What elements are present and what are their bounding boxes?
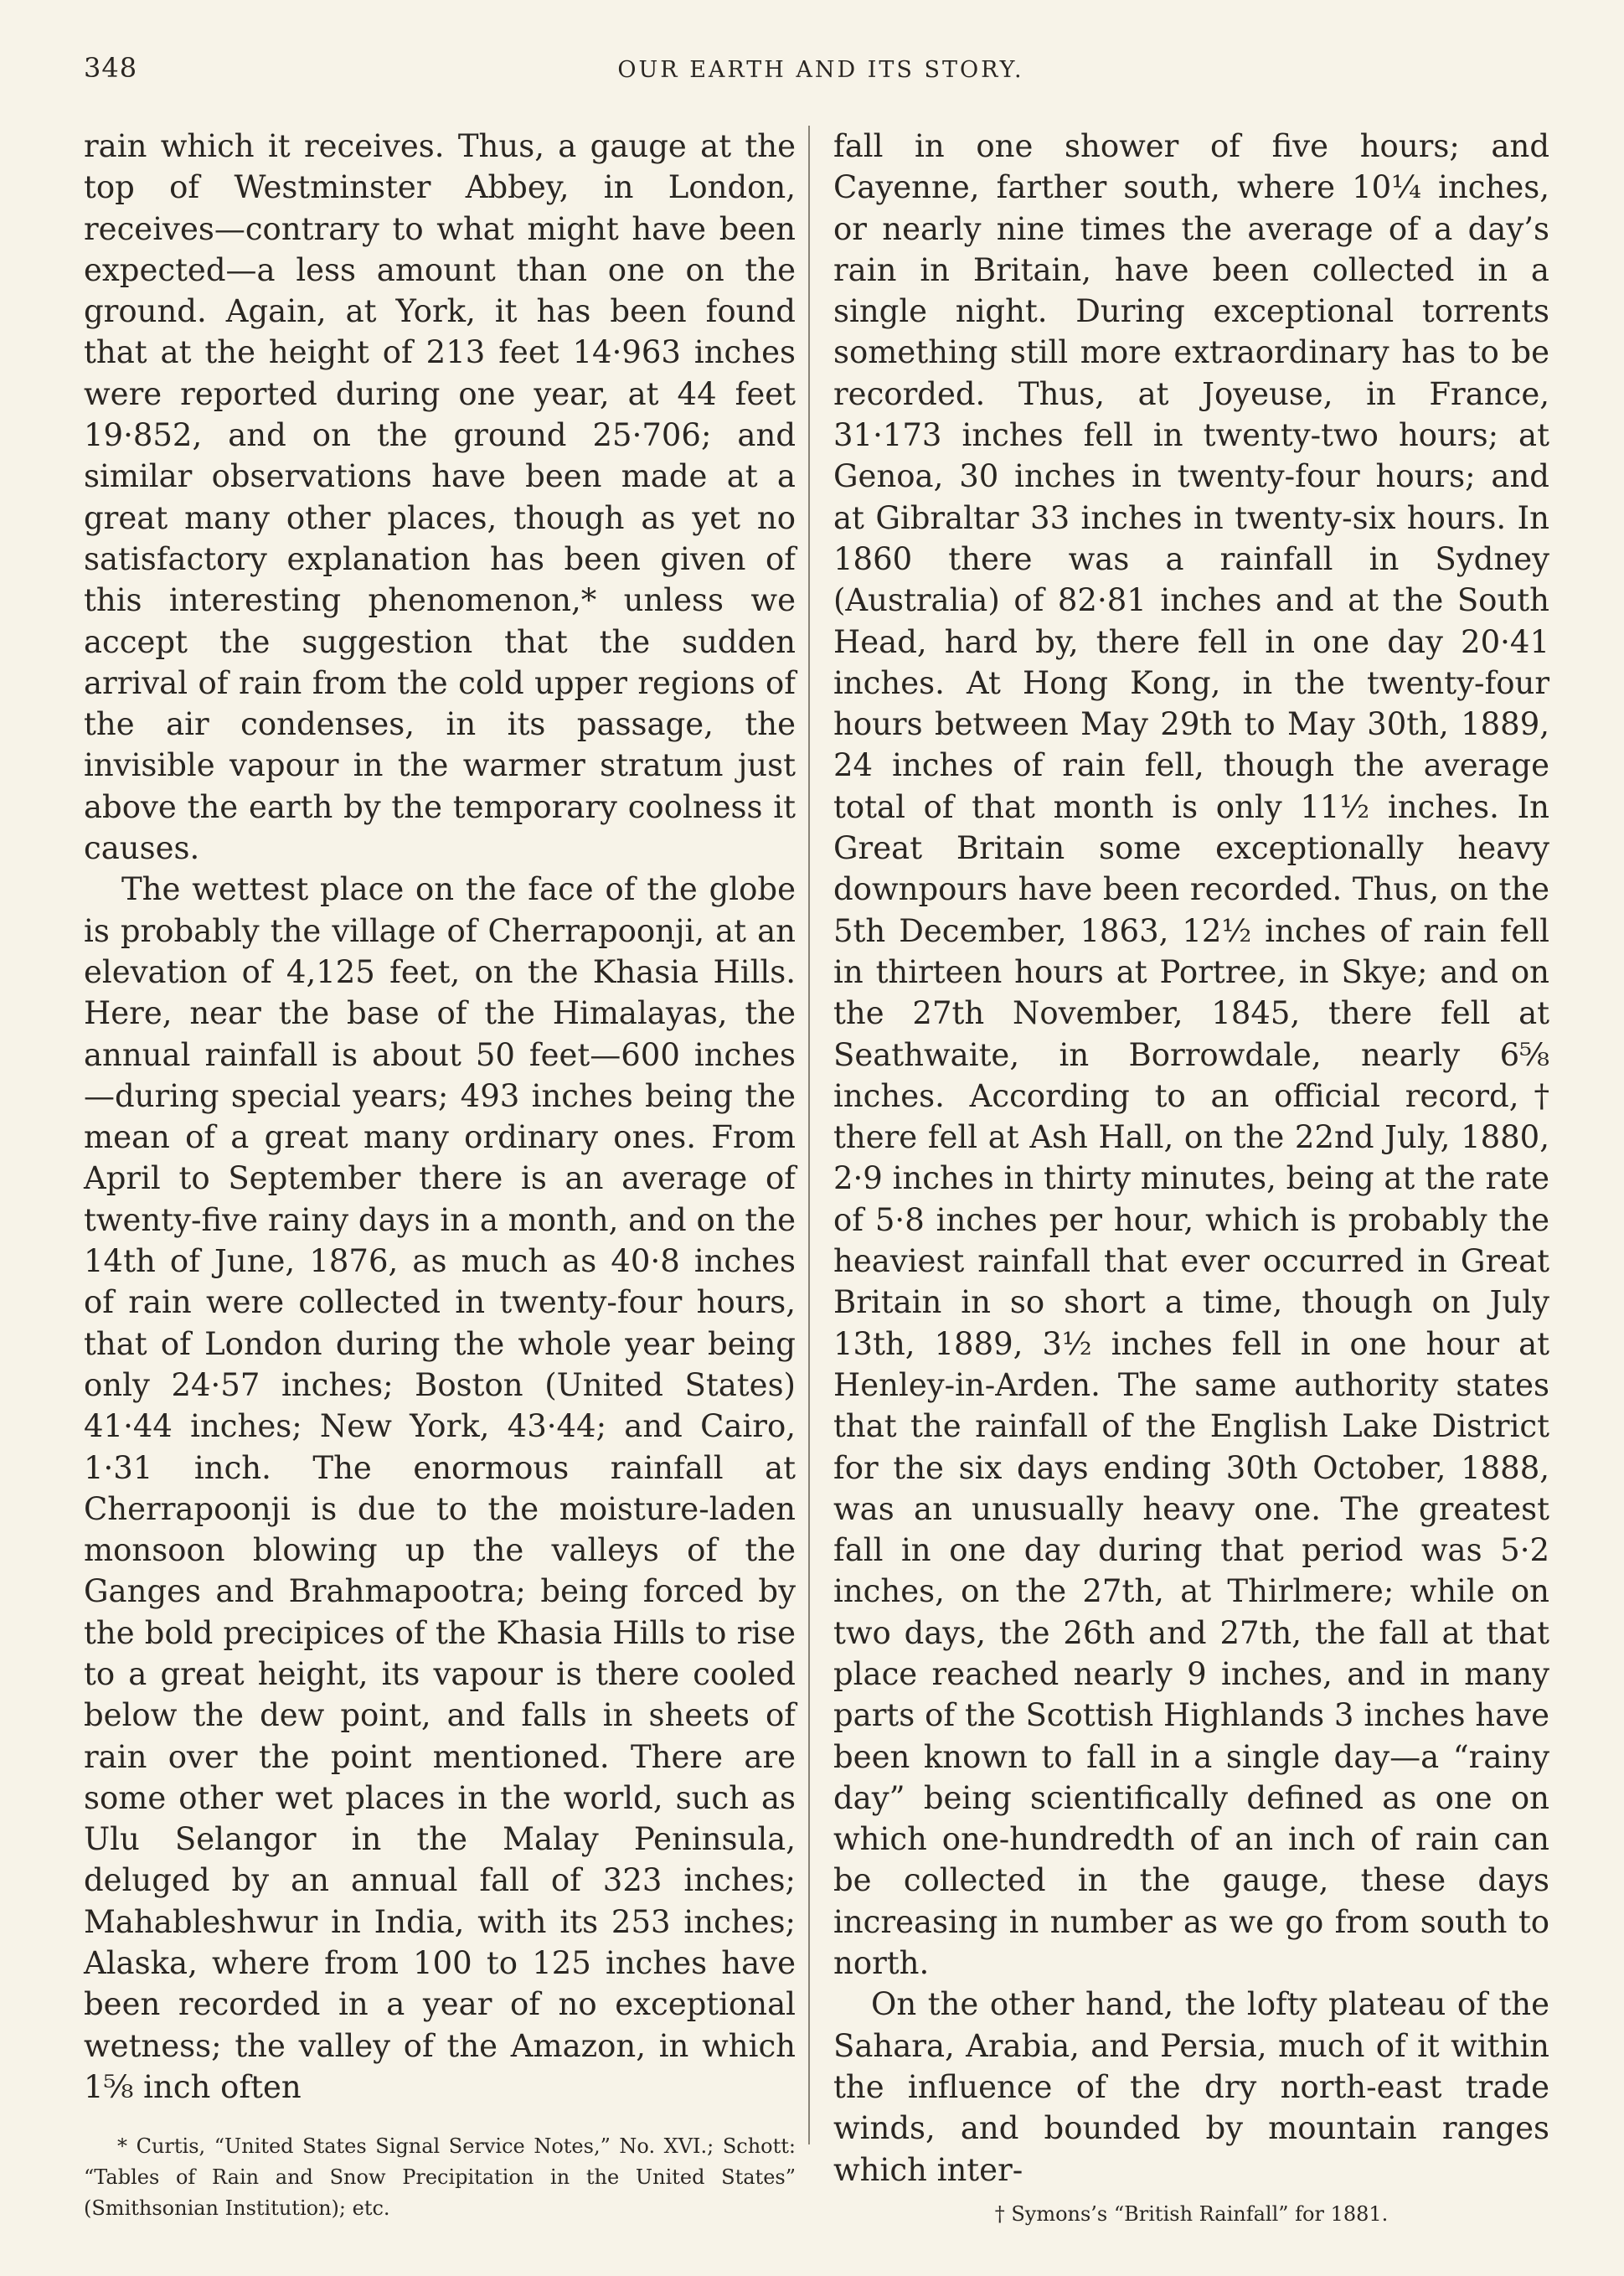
column-divider xyxy=(808,126,810,2144)
right-column xyxy=(833,126,1549,2230)
right-paragraph-1: fall in one shower of five hours; and Cayenne, farther south, where 10¼ inches, or nearly nine times the average of a day’s rain in Britain, have been collected in a single night. During exceptional torrents something still more extraordinary has to be recorded. Thus, at Joyeuse, in France, 31·173 inches fell in twenty-two hours; at Genoa, 30 inches in twenty-four hours; and at Gibraltar 33 inches in twenty-six hours. In 1860 there was a rainfall in Sydney (Australia) of 82·81 inches and at the South Head, hard by, there fell in one day 20·41 inches. At Hong Kong, in the twenty-four hours between May 29th to May 30th, 1889, 24 inches of rain fell, though the average total of that month is only 11½ inches. In Great Britain some exceptionally heavy downpours have been recorded. Thus, on the 5th December, 1863, 12½ inches of rain fell in thirteen hours at Portree, in Skye; and on the 27th November, 1845, there fell at Seathwaite, in Borrowdale, nearly 6⅝ inches. According to an official record,† there fell at Ash Hall, on the 22nd July, 1880, 2·9 inches in thirty minutes, being at the rate of 5·8 inches per hour, which is probably the heaviest rainfall that ever occurred in Great Britain in so short a time, though on July 13th, 1889, 3½ inches fell in one hour at Henley-in-Arden. The same authority states that the rainfall of the English Lake District for the six days ending 30th October, 1888, was an unusually heavy one. The greatest fall in one day during that period was 5·2 inches, on the 27th, at Thirlmere; while on two days, the 26th and 27th, the fall at that place reached nearly 9 inches, and in many parts of the Scottish Highlands 3 inches have been known to fall in a single day—a “rainy day” being scientifically defined as one on which one-hundredth of an inch of rain can be collected in the gauge, these days increasing in number as we go from south to north. xyxy=(833,128,1549,1982)
running-title: OUR EARTH AND ITS STORY. xyxy=(617,57,1024,83)
left-footnote: * Curtis, “United States Signal Service Notes,” No. XVI.; Schott: “Tables of Rain and Snow Precipitation in the United States” (Smithsonian Institution); etc. xyxy=(84,2134,796,2221)
page-header xyxy=(84,52,1558,94)
page-number: 348 xyxy=(84,52,138,84)
left-paragraph-1: rain which it receives. Thus, a gauge at the top of Westminster Abbey, in London, receives—contrary to what might have been expected—a less amount than one on the ground. Again, at York, it has been found that at the height of 213 feet 14·963 inches were reported during one year, at 44 feet 19·852, and on the ground 25·706; and similar observations have been made at a great many other places, though as yet no satisfactory explanation has been given of this interesting phenomenon,* unless we accept the suggestion that the sudden arrival of rain from the cold upper regions of the air condenses, in its passage, the invisible vapour in the warmer stratum just above the earth by the temporary coolness it causes. xyxy=(84,128,796,867)
right-paragraph-2: On the other hand, the lofty plateau of the Sahara, Arabia, and Persia, much of it within the influence of the dry north-east trade winds, and bounded by mountain ranges which inter- xyxy=(833,1986,1549,2188)
left-column xyxy=(84,126,796,2224)
left-paragraph-2: The wettest place on the face of the globe is probably the village of Cherrapoonji, at an elevation of 4,125 feet, on the Khasia Hills. Here, near the base of the Himalayas, the annual rainfall is about 50 feet—600 inches—during special years; 493 inches being the mean of a great many ordinary ones. From April to September there is an average of twenty-five rainy days in a month, and on the 14th of June, 1876, as much as 40·8 inches of rain were collected in twenty-four hours, that of London during the whole year being only 24·57 inches; Boston (United States) 41·44 inches; New York, 43·44; and Cairo, 1·31 inch. The enormous rainfall at Cherrapoonji is due to the moisture-laden monsoon blowing up the valleys of the Ganges and Brahmapootra; being forced by the bold precipices of the Khasia Hills to rise to a great height, its vapour is there cooled below the dew point, and falls in sheets of rain over the point mentioned. There are some other wet places in the world, such as Ulu Selangor in the Malay Peninsula, deluged by an annual fall of 323 inches; Mahableshwur in India, with its 253 inches; Alaska, where from 100 to 125 inches have been recorded in a year of no exceptional wetness; the valley of the Amazon, in which 1⅝ inch often xyxy=(84,871,796,2105)
right-footnote: † Symons’s “British Rainfall” for 1881. xyxy=(994,2201,1389,2226)
